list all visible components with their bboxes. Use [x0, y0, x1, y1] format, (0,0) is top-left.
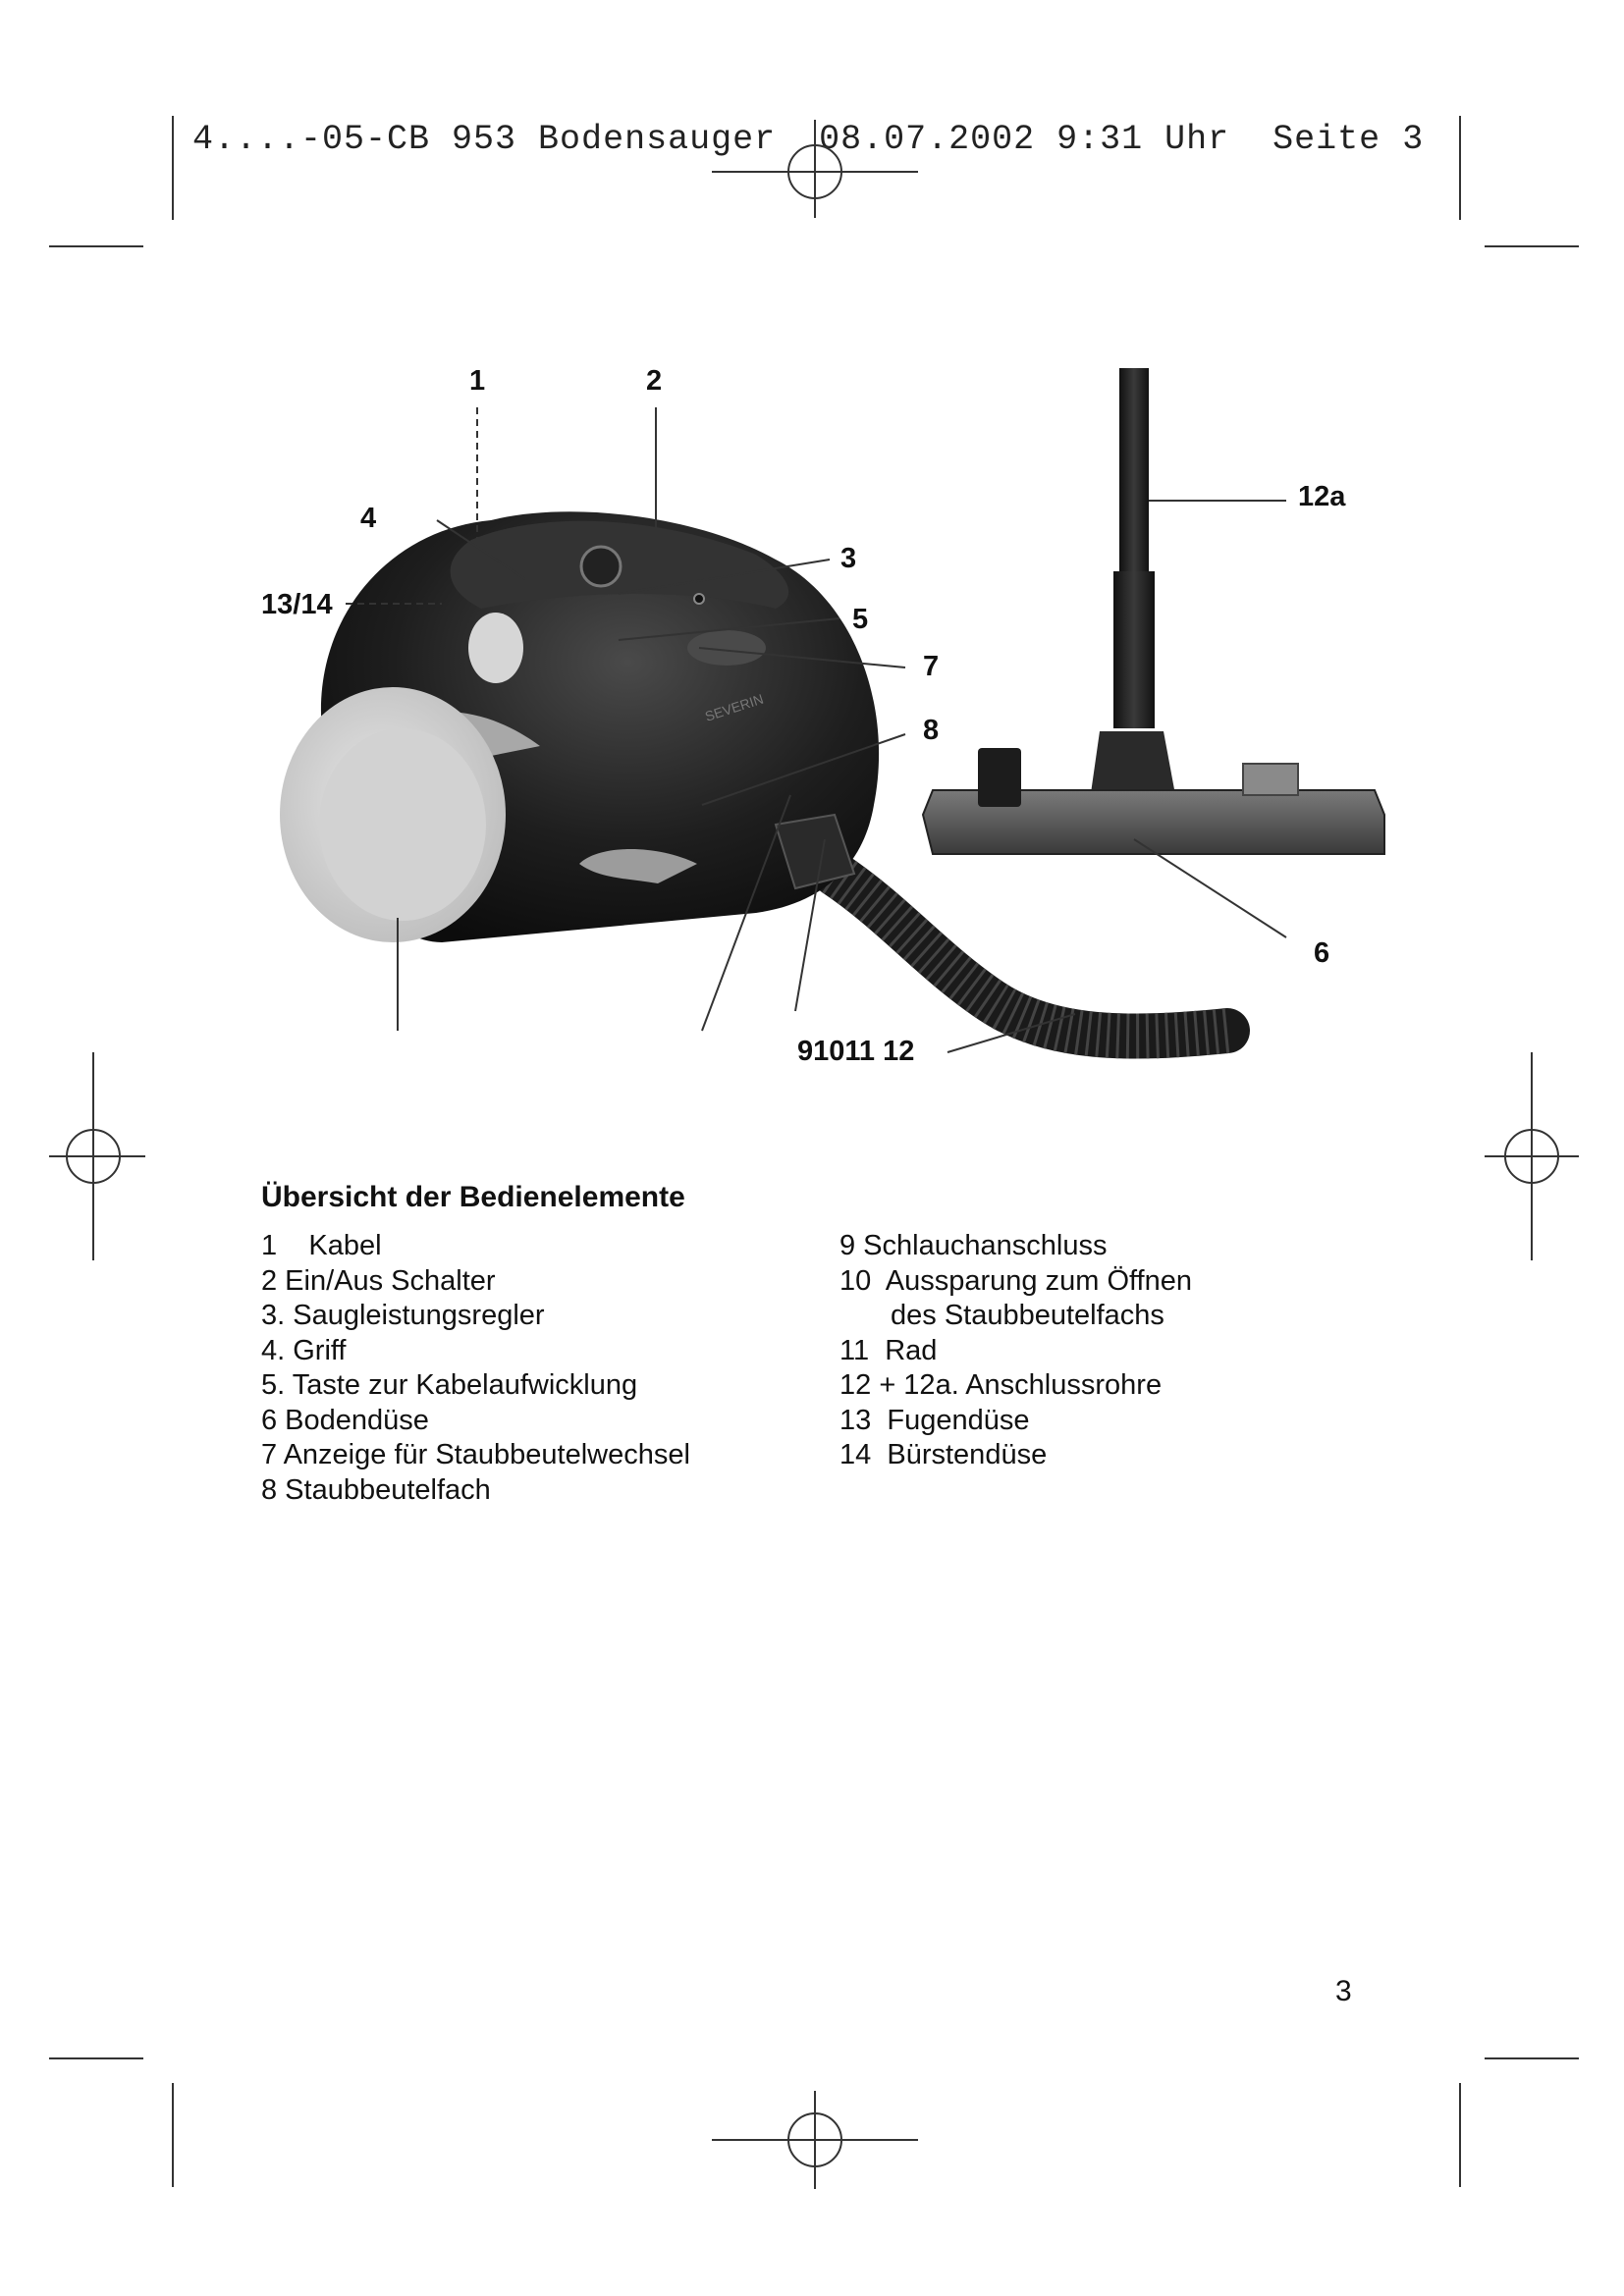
legend-item: 6 Bodendüse: [261, 1404, 429, 1436]
callout-6: 6: [1314, 937, 1330, 969]
legend-item: 11 Rad: [839, 1334, 938, 1366]
legend-item: 3. Saugleistungsregler: [261, 1300, 545, 1331]
callout-13-14: 13/14: [261, 589, 333, 620]
callout-4: 4: [360, 503, 377, 534]
callout-1: 1: [469, 365, 486, 397]
callout-3: 3: [840, 543, 857, 574]
callout-9-10-11-12: 91011 12: [797, 1036, 915, 1067]
legend-item: 13 Fugendüse: [839, 1404, 1030, 1436]
callout-8: 8: [923, 715, 940, 746]
legend-item: 1 Kabel: [261, 1230, 382, 1261]
callout-12a: 12a: [1298, 481, 1346, 512]
vacuum-illustration: [245, 353, 1424, 1080]
legend-item: 5. Taste zur Kabelaufwicklung: [261, 1369, 638, 1401]
legend-item: 8 Staubbeutelfach: [261, 1473, 491, 1506]
legend-item: 9 Schlauchanschluss: [839, 1230, 1108, 1261]
page-number: 3: [1335, 1975, 1352, 2007]
legend-item: 10 Aussparung zum Öffnen: [839, 1264, 1192, 1297]
hose: [835, 874, 1227, 1037]
callout-5: 5: [852, 604, 869, 635]
legend-title: Übersicht der Bedienelemente: [261, 1181, 685, 1213]
callout-2: 2: [646, 365, 663, 397]
vacuum-cleaner-figure: [245, 353, 1424, 1080]
legend-item: 14 Bürstendüse: [839, 1439, 1048, 1470]
legend-item: 4. Griff: [261, 1334, 347, 1366]
legend-item: 12 + 12a. Anschlussrohre: [839, 1369, 1163, 1401]
legend-item: 7 Anzeige für Staubbeutelwechsel: [261, 1439, 690, 1470]
legend-item-continuation: des Staubbeutelfachs: [891, 1300, 1164, 1331]
tube-12a: [1119, 368, 1149, 574]
callout-7: 7: [923, 651, 940, 682]
legend-item: 2 Ein/Aus Schalter: [261, 1264, 496, 1297]
print-slug-header: 4....-05-CB 953 Bodensauger 08.07.2002 9:31 Uhr Seite 3: [192, 120, 1425, 159]
brand-mark: SEVERIN: [702, 690, 766, 724]
legend-list-left: [261, 1229, 690, 1508]
legend-list-right: [839, 1229, 1192, 1473]
